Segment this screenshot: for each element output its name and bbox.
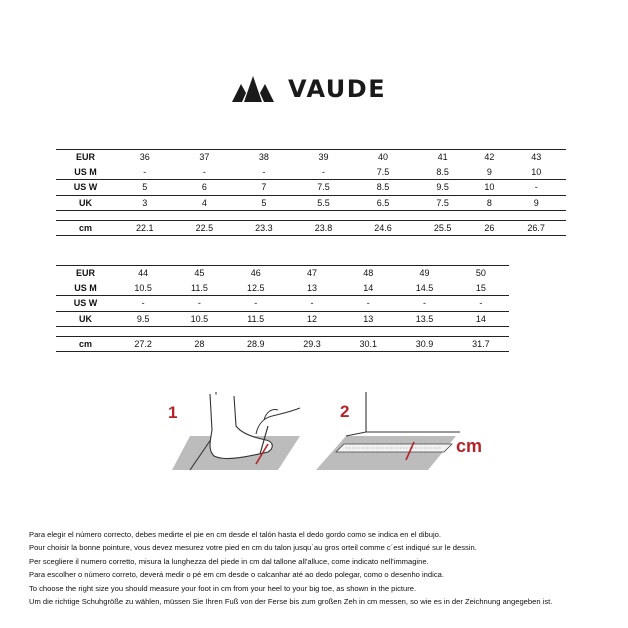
row-label-uk: UK [56,311,115,327]
cell: 8.5 [413,165,473,180]
cell: 40 [353,150,413,165]
cell: 46 [228,266,284,281]
unit-label: cm [456,436,483,456]
row-label-eur: EUR [56,266,115,281]
cell: 15 [453,281,509,296]
cell: - [171,296,227,312]
ruler-measure-illustration [310,390,495,480]
cell: - [284,296,340,312]
cell: 27.2 [115,337,171,352]
cell: 30.9 [396,337,452,352]
table-row [56,281,509,296]
cell: 50 [453,266,509,281]
cell: 26.7 [506,221,566,236]
table-row [56,180,566,196]
cell: 28.9 [228,337,284,352]
cell: 48 [340,266,396,281]
table-row [56,150,566,165]
row-label-cm: cm [56,221,115,236]
cell: 11.5 [171,281,227,296]
cell: 9 [472,165,506,180]
cell: 26 [472,221,506,236]
mountain-logo-icon [232,76,274,102]
table-row [56,311,509,327]
cell: 4 [175,195,235,211]
cell: 29.3 [284,337,340,352]
table-row [56,266,509,281]
table-row [56,221,566,236]
cell: 13.5 [396,311,452,327]
instructions [29,528,552,608]
cell: 8.5 [353,180,413,196]
cell: 38 [234,150,294,165]
cell: - [340,296,396,312]
brand-name: VAUDE [288,75,387,103]
cell: 28 [171,337,227,352]
instruction-pt: Para escolher o número correto, deverá medir o pé em cm desde o calcanhar até ao dedo polegar, como o desenho indica. [29,570,444,580]
cell: 24.6 [353,221,413,236]
cell: - [453,296,509,312]
cell: 5.5 [294,195,354,211]
cell: 23.3 [234,221,294,236]
instruction-en: To choose the right size you should measure your foot in cm from your heel to your big toe, as shown in the picture. [29,583,417,593]
cell: 9 [506,195,566,211]
cell: 10 [506,165,566,180]
cell: 14 [453,311,509,327]
cell: 7.5 [294,180,354,196]
step-1-label: 1 [168,403,178,422]
cell: 45 [171,266,227,281]
foot-drawing [210,394,272,459]
cell: 10 [472,180,506,196]
cell: 36 [115,150,175,165]
cell: 9.5 [115,311,171,327]
size-table-2 [56,265,509,352]
cell: 39 [294,150,354,165]
table-row [56,296,509,312]
cell: 11.5 [228,311,284,327]
cell: 14.5 [396,281,452,296]
cell: 42 [472,150,506,165]
cell: - [396,296,452,312]
row-label-uk: UK [56,195,115,211]
paper-sheet [316,436,456,470]
cell: - [115,296,171,312]
cell: 5 [234,195,294,211]
cell: 31.7 [453,337,509,352]
cell: 7.5 [413,195,473,211]
cell: 10.5 [171,311,227,327]
table-row [56,337,509,352]
cell: - [115,165,175,180]
cell: - [294,165,354,180]
cell: 14 [340,281,396,296]
size-table-1 [56,149,566,236]
step-2-label: 2 [340,402,350,421]
instruction-de: Um die richtige Schuhgröße zu wählen, müssen Sie Ihren Fuß von der Ferse bis zum großen Zeh in cm messen, so wie es in der Zeichnung angegeben ist. [29,597,553,607]
cell: 5 [115,180,175,196]
cell: 12 [284,311,340,327]
cell: 6.5 [353,195,413,211]
cell: 22.5 [175,221,235,236]
cell: 13 [340,311,396,327]
cell: - [506,180,566,196]
cell: 12.5 [228,281,284,296]
cell: 23.8 [294,221,354,236]
cell: 41 [413,150,473,165]
cell: 7.5 [353,165,413,180]
table-row [56,195,566,211]
instruction-es: Para elegir el número correcto, debes medirte el pie en cm desde el talón hasta el dedo gordo como se indica en el dibujo. [29,530,441,539]
cell: 6 [175,180,235,196]
cell: 10.5 [115,281,171,296]
row-label-us-w: US W [56,180,115,196]
cell: 47 [284,266,340,281]
cell: 43 [506,150,566,165]
cell: 49 [396,266,452,281]
cell: 9.5 [413,180,473,196]
cell: - [234,165,294,180]
cell: - [175,165,235,180]
table-row [56,165,566,180]
row-label-eur: EUR [56,150,115,165]
cell: 8 [472,195,506,211]
instruction-it: Per scegliere il numero corretto, misura la lunghezza del piede in cm dal tallone all'alluce, come indicato nell'immagine. [29,556,429,566]
cell: 13 [284,281,340,296]
foot-measure-illustration [160,390,310,480]
cell: - [228,296,284,312]
instruction-fr: Pour choisir la bonne pointure, vous devez mesurez votre pied en cm du talon jusqu´au gros orteil comme c´est indiqué sur le dessin. [29,543,477,553]
cell: 30.1 [340,337,396,352]
row-label-us-m: US M [56,165,115,180]
vaude-logo [232,74,386,104]
row-label-us-w: US W [56,296,115,312]
cell: 22.1 [115,221,175,236]
cell: 25.5 [413,221,473,236]
row-label-us-m: US M [56,281,115,296]
cell: 7 [234,180,294,196]
cell: 37 [175,150,235,165]
row-label-cm: cm [56,337,115,352]
cell: 3 [115,195,175,211]
cell: 44 [115,266,171,281]
